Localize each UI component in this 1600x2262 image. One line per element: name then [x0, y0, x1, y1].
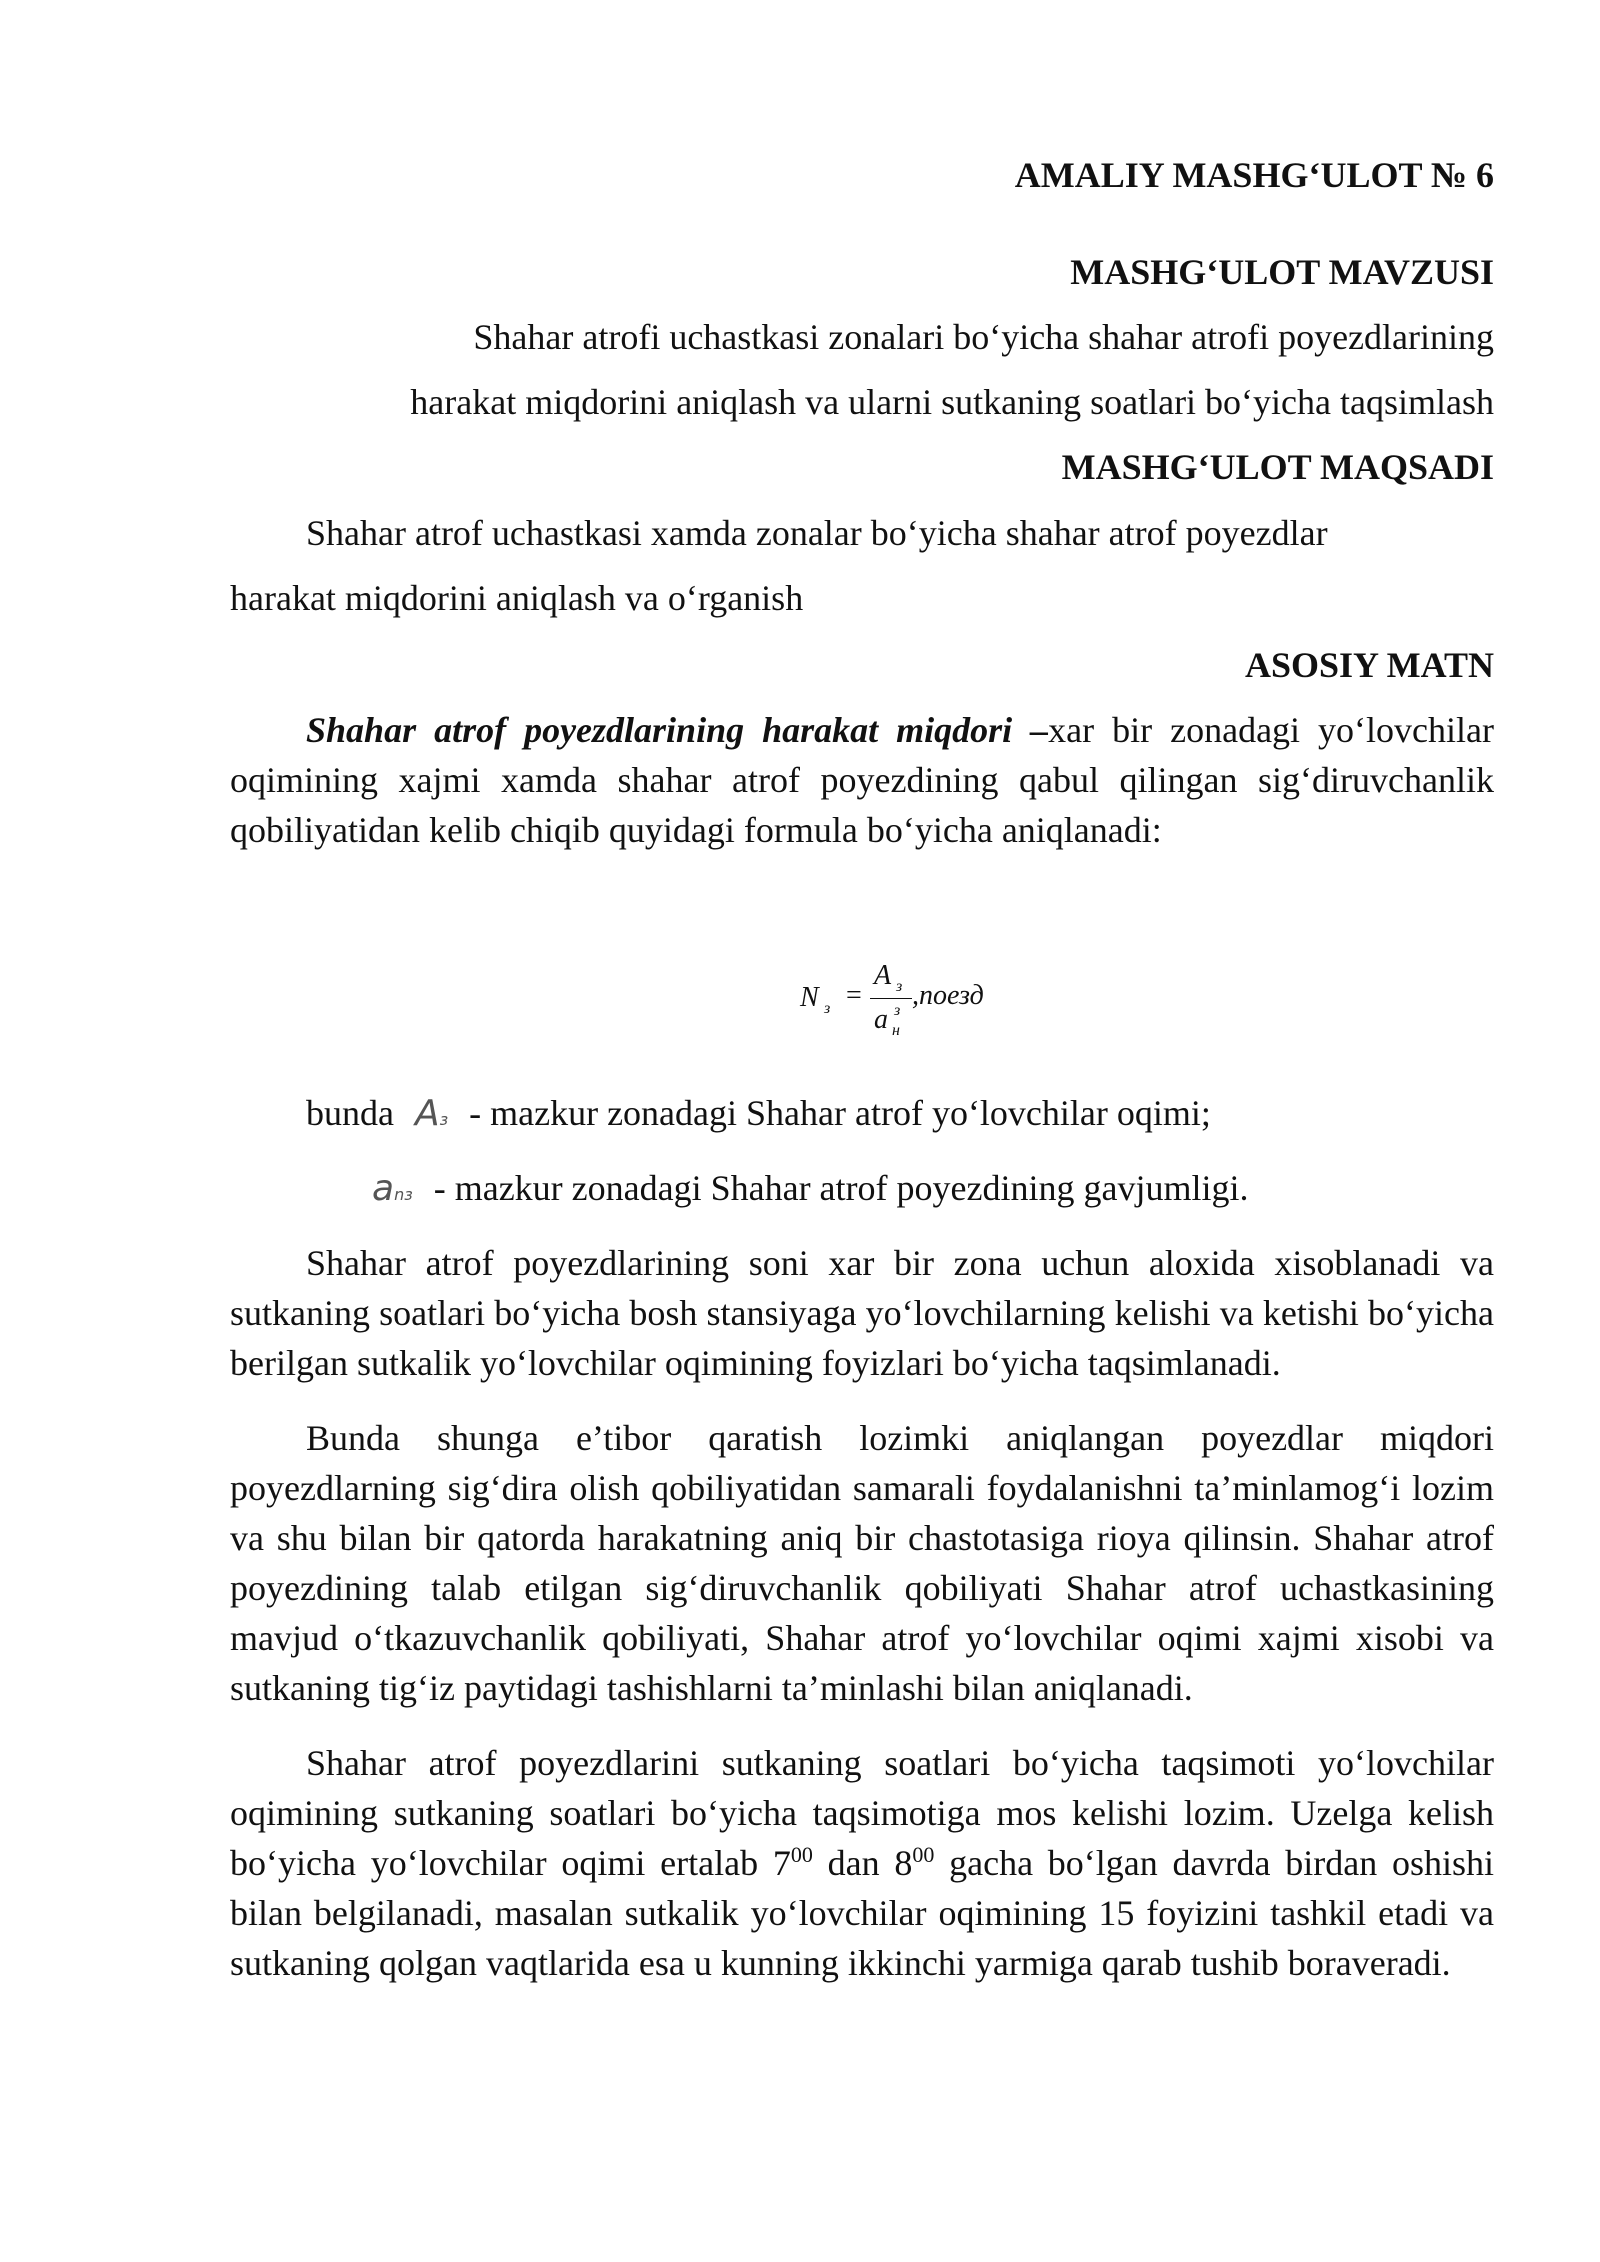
formula-equals: =	[846, 980, 862, 1011]
topic-heading: MASHG‘ULOT MAVZUSI	[1070, 252, 1494, 292]
main-heading: ASOSIY MATN	[1244, 645, 1494, 685]
definition-2	[372, 1163, 1494, 1220]
def2-symbol-letter: a	[372, 1168, 395, 1209]
definition-1-symbol	[415, 1093, 448, 1134]
formula-denominator-superscript: з	[894, 1002, 901, 1019]
def2-symbol-subscript: nз	[394, 1185, 413, 1204]
formula-denominator: a	[874, 1004, 888, 1035]
definition-1-text: - mazkur zonadagi Shahar atrof yo‘lovchilar oqimi;	[469, 1093, 1211, 1133]
paragraph-3-part-c: gacha bo‘lgan davrda birdan oshishi bilan belgilanadi, masalan sutkalik yo‘lovchilar oqimining 15 foyizini tashkil etadi va sutkaning qolgan vaqtlarida esa u kunning ikkinchi yarmiga qarab tushib boraveradi.	[230, 1843, 1494, 1983]
formula-denominator-subscript: н	[892, 1022, 900, 1039]
paragraph-3-superscript-1: 00	[790, 1842, 813, 1867]
paragraph-3-superscript-2: 00	[912, 1842, 935, 1867]
paragraph-1: Shahar atrof poyezdlarining soni xar bir zona uchun aloxida xisoblanadi va sutkaning soatlari bo‘yicha bosh stansiyaga yo‘lovchilarning kelishi va ketishi bo‘yicha berilgan sutkalik yo‘lovchilar oqimining foyizlari bo‘yicha taqsimlanadi.	[230, 1243, 1494, 1383]
intro-term: Shahar atrof poyezdlarining harakat miqdori –	[306, 710, 1049, 750]
definition-1	[306, 1088, 1494, 1145]
formula-numerator-subscript: з	[896, 978, 903, 995]
paragraph-3	[230, 1738, 1494, 1988]
paragraph-3-part-a: Shahar atrof poyezdlarini sutkaning soatlari bo‘yicha taqsimoti yo‘lovchilar oqimining sutkaning soatlari bo‘yicha taqsimotiga mos kelishi lozim. Uzelga kelish bo‘yicha yo‘lovchilar oqimi ertalab 7	[230, 1743, 1494, 1883]
topic-line-1: Shahar atrofi uchastkasi zonalari bo‘yicha shahar atrofi poyezdlarining	[473, 317, 1494, 357]
document-title: AMALIY MASHG‘ULOT № 6	[1014, 155, 1494, 195]
goal-heading: MASHG‘ULOT MAQSADI	[1061, 447, 1494, 487]
formula-fraction-bar	[870, 998, 912, 999]
topic-line-2: harakat miqdorini aniqlash va ularni sutkaning soatlari bo‘yicha taqsimlash	[410, 382, 1494, 422]
def1-symbol-letter: A	[414, 1093, 440, 1134]
formula-numerator: A	[874, 960, 892, 991]
intro-paragraph	[230, 705, 1494, 855]
definition-2-symbol	[372, 1168, 413, 1209]
goal-line-2: harakat miqdorini aniqlash va o‘rganish	[230, 578, 804, 618]
definition-1-prefix: bunda	[306, 1093, 394, 1133]
formula-lhs-subscript: з	[824, 1000, 831, 1017]
formula-lhs: N	[800, 982, 819, 1013]
goal-line-1: Shahar atrof uchastkasi xamda zonalar bo‘yicha shahar atrof poyezdlar	[306, 513, 1328, 553]
paragraph-3-part-b: dan 8	[812, 1843, 913, 1883]
paragraph-2: Bunda shunga e’tibor qaratish lozimki aniqlangan poyezdlar miqdori poyezdlarning sig‘dira olish qobiliyatidan samarali foydalanishni ta’minlamog‘i lozim va shu bilan bir qatorda harakatning aniq bir chastotasiga rioya qilinsin. Shahar atrof poyezdining talab etilgan sig‘diruvchanlik qobiliyati Shahar atrof uchastkasining mavjud o‘tkazuvchanlik qobiliyati, Shahar atrof yo‘lovchilar oqimi xajmi xisobi va sutkaning tig‘iz paytidagi tashishlarni ta’minlashi bilan aniqlanadi.	[230, 1418, 1494, 1708]
intro-text: xar bir zonadagi yo‘lovchilar oqimining xajmi xamda shahar atrof poyezdining qabul qilingan sig‘diruvchanlik qobiliyatidan kelib chiqib quyidagi formula bo‘yicha aniqlanadi:	[230, 710, 1494, 850]
def1-symbol-subscript: з	[439, 1110, 449, 1129]
formula-unit: ,поезд	[912, 980, 984, 1011]
definition-2-text: - mazkur zonadagi Shahar atrof poyezdining gavjumligi.	[433, 1168, 1249, 1208]
